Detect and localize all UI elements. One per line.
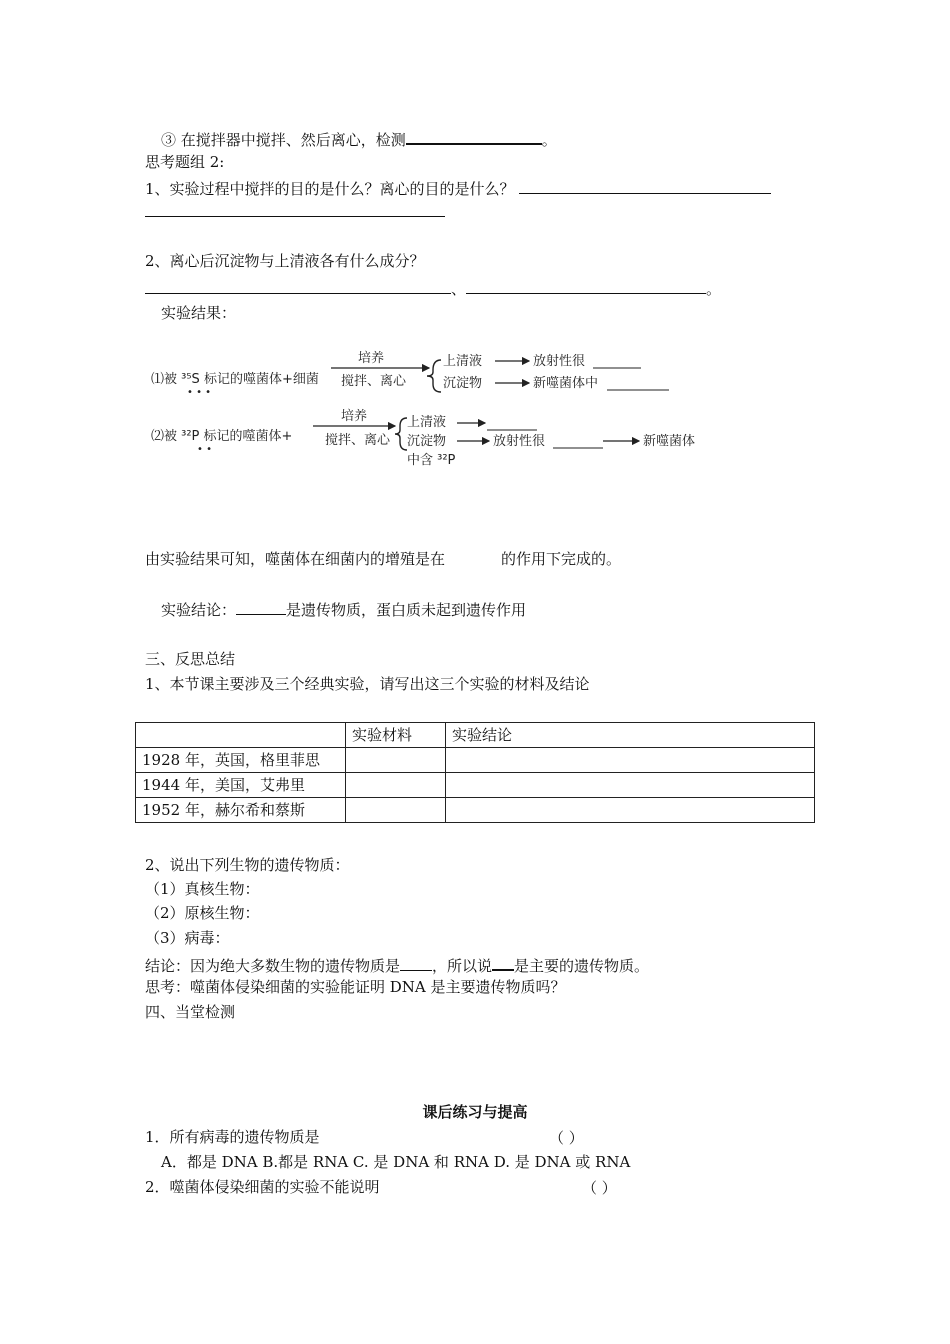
section-3-question: 1、本节课主要涉及三个经典实验，请写出这三个实验的材料及结论 — [145, 675, 590, 693]
row1-top-label: 培养 — [358, 351, 385, 366]
table-cell — [446, 773, 815, 798]
table-cell — [346, 748, 446, 773]
row2-top-label: 培养 — [341, 409, 368, 424]
table-cell — [346, 773, 446, 798]
section-4-title: 四、当堂检测 — [145, 1003, 236, 1021]
practice-q1: 1．所有病毒的遗传物质是 — [145, 1128, 320, 1146]
reasoning-line: 由实验结果可知，噬菌体在细菌内的增殖是在 的作用下完成的。 — [145, 550, 622, 568]
emphasis-dots: • • • — [187, 387, 212, 398]
table-header-cell: 实验材料 — [346, 723, 446, 748]
practice-q2: 2．噬菌体侵染细菌的实验不能说明 — [145, 1178, 380, 1196]
question-2-blanks: 、 。 — [145, 277, 721, 299]
row1-supernatant-result: 放射性很 — [533, 354, 586, 369]
row1-sediment-result: 新噬菌体中 — [533, 376, 599, 391]
list-item: （3）病毒： — [145, 929, 230, 947]
blank — [466, 277, 706, 294]
row1-bottom-label: 搅拌、离心 — [341, 374, 407, 389]
emphasis-dots: • • — [197, 444, 212, 455]
practice-q1-options: A．都是 DNA B.都是 RNA C. 是 DNA 和 RNA D. 是 DNA 或 RNA — [161, 1153, 631, 1171]
row1-brace — [427, 360, 441, 392]
table-cell — [446, 798, 815, 823]
row2-brace — [395, 418, 407, 450]
table-cell — [346, 798, 446, 823]
question-2b-title: 2、说出下列生物的遗传物质： — [145, 856, 350, 874]
blank — [236, 598, 286, 615]
diagram-svg — [145, 340, 720, 480]
table-row — [136, 798, 815, 823]
blank — [145, 277, 451, 294]
conclusion-line: 实验结论： 是遗传物质，蛋白质未起到遗传作用 — [161, 598, 526, 620]
question-2: 2、离心后沉淀物与上清液各有什么成分？ — [145, 252, 425, 270]
table-cell — [446, 748, 815, 773]
table-cell: 1952 年，赫尔希和蔡斯 — [136, 798, 346, 823]
row2-supernatant: 上清液 — [407, 415, 447, 430]
experiment-summary-table — [135, 722, 815, 823]
blank — [400, 954, 432, 971]
table-cell: 1928 年，英国，格里菲思 — [136, 748, 346, 773]
list-item: （1）真核生物： — [145, 880, 260, 898]
row2-bottom-label: 搅拌、离心 — [325, 433, 391, 448]
step3-line: ③ 在搅拌器中搅拌、然后离心，检测 。 — [161, 127, 557, 150]
row2-new-phage: 新噬菌体 — [643, 434, 696, 449]
experiment-diagram — [145, 340, 720, 480]
blank — [492, 953, 514, 971]
results-label: 实验结果： — [161, 304, 237, 322]
row2-note: 中含 ³²P — [407, 453, 456, 468]
table-row — [136, 748, 815, 773]
table-header-cell: 实验结论 — [446, 723, 815, 748]
table-header-row — [136, 723, 815, 748]
table-header-cell — [136, 723, 346, 748]
section-3-title: 三、反思总结 — [145, 650, 236, 668]
row1-label: ⑴被 ³⁵S 标记的噬菌体+细菌 — [151, 372, 319, 387]
group2-title: 思考题组 2: — [145, 153, 225, 171]
answer-paren: （ ） — [549, 1129, 584, 1147]
step3-text: ③ 在搅拌器中搅拌、然后离心，检测 — [161, 131, 406, 149]
answer-paren: （ ） — [582, 1179, 617, 1197]
row2-sediment-result: 放射性很 — [493, 434, 546, 449]
row2-sediment: 沉淀物 — [407, 434, 447, 449]
blank — [406, 127, 542, 145]
table-row — [136, 773, 815, 798]
q2b-think: 思考：噬菌体侵染细菌的实验能证明 DNA 是主要遗传物质吗？ — [145, 978, 566, 996]
blank — [145, 200, 445, 217]
row1-sediment: 沉淀物 — [443, 376, 483, 391]
question-1-blank-line — [145, 200, 445, 222]
row2-label: ⑵被 ³²P 标记的噬菌体+ — [151, 429, 293, 444]
q2b-conclusion: 结论：因为绝大多数生物的遗传物质是 ，所以说 是主要的遗传物质。 — [145, 953, 649, 976]
question-1: 1、实验过程中搅拌的目的是什么？离心的目的是什么？ — [145, 177, 771, 199]
practice-title: 课后练习与提高 — [422, 1103, 528, 1121]
list-item: （2）原核生物： — [145, 904, 260, 922]
blank — [519, 177, 771, 194]
table-cell: 1944 年，美国，艾弗里 — [136, 773, 346, 798]
row1-supernatant: 上清液 — [443, 354, 483, 369]
